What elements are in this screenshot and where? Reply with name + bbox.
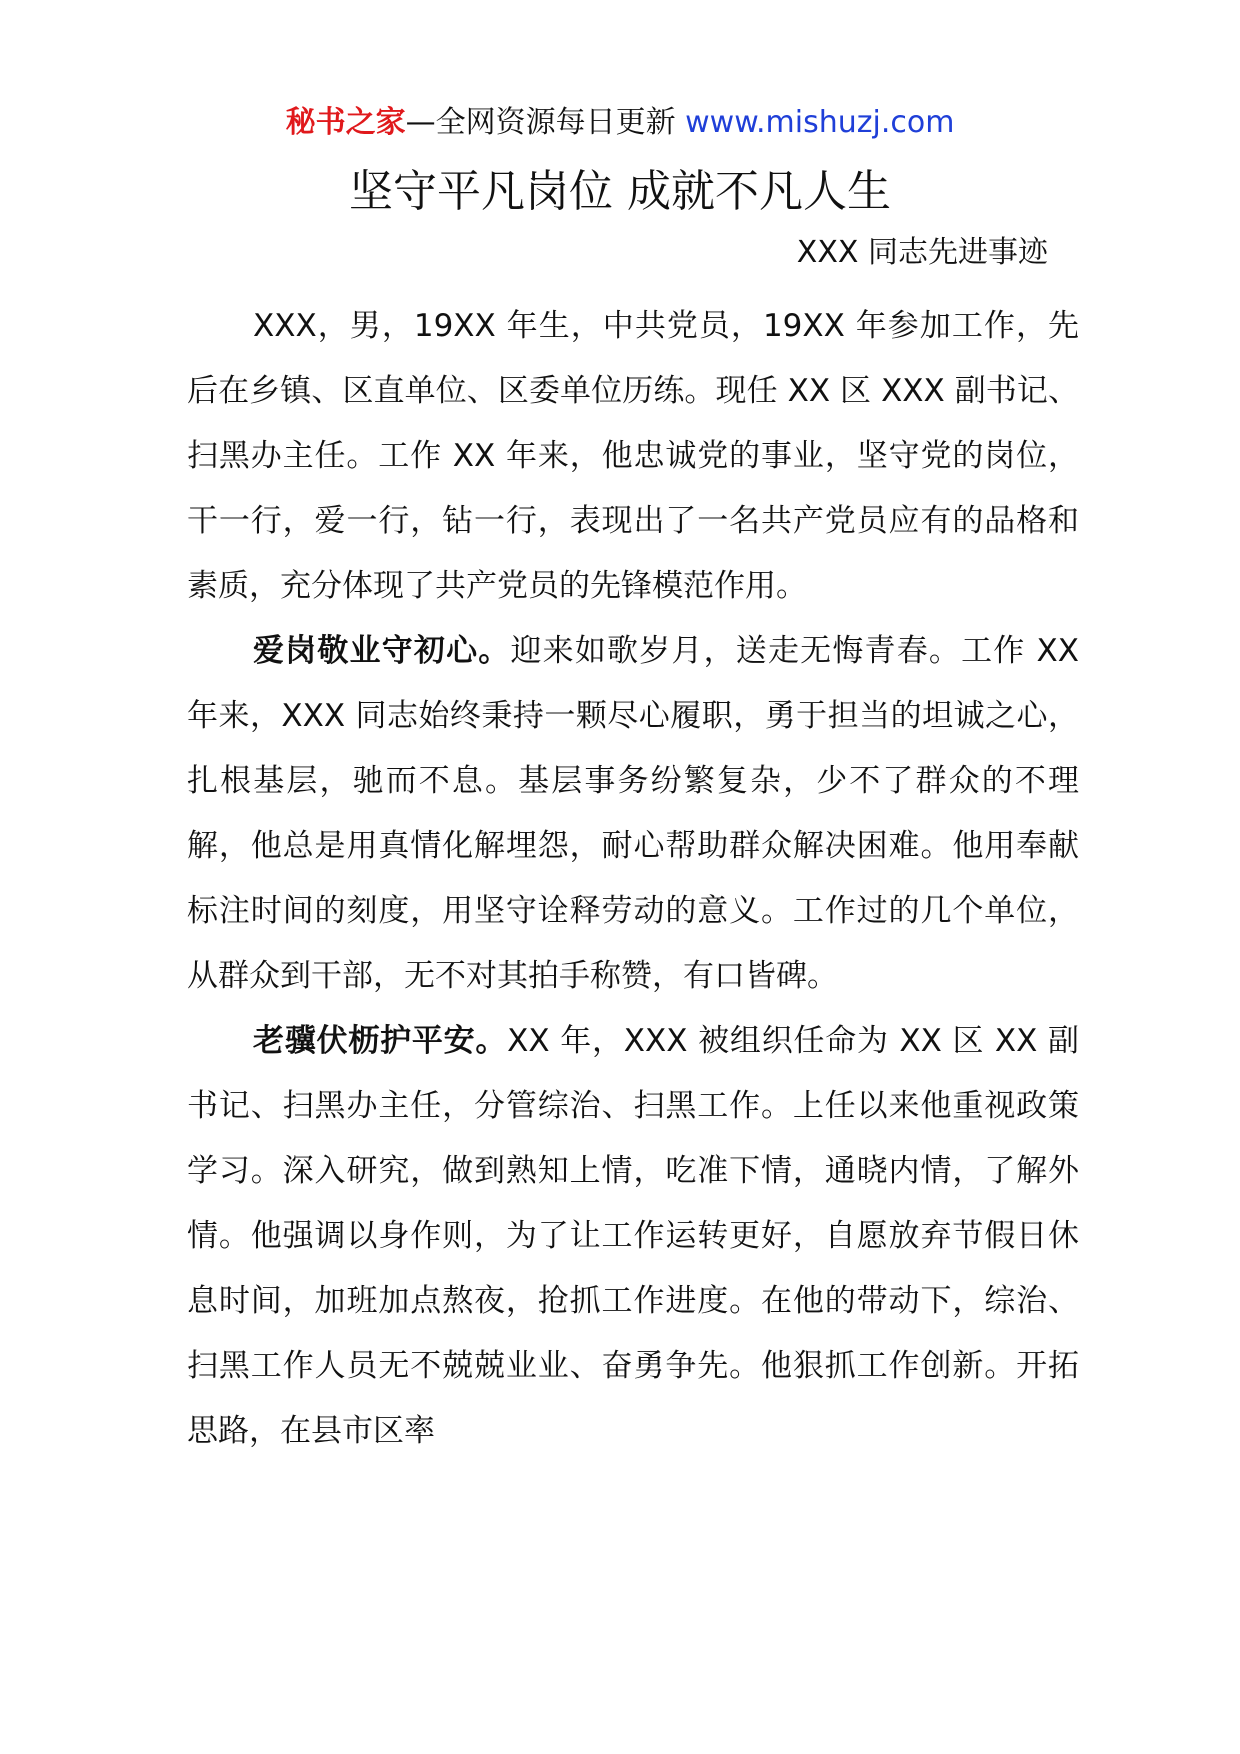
paragraph-heading: 老骥伏枥护平安。 <box>253 1023 508 1059</box>
paragraph-text: XX 年，XXX 被组织任命为 XX 区 XX 副书记、扫黑办主任，分管综治、扫黑工作。上任以来他重视政策学习。深入研究，做到熟知上情，吃准下情，通晓内情，了解外情。他强调以身作则，为了让工作运转更好，自愿放弃节假日休息时间，加班加点熬夜，抢抓工作进度。在他的带动下，综治、扫黑工作人员无不兢兢业业、奋勇争先。他狠抓工作创新。开拓思路，在县市区率 <box>187 1023 1079 1449</box>
paragraph-intro <box>187 294 1079 619</box>
brand-name: 秘书之家 <box>285 105 406 140</box>
document-subtitle: XXX 同志先进事迹 <box>796 235 1048 270</box>
site-url-link[interactable]: www.mishuzj.com <box>685 105 955 140</box>
paragraph-dedication <box>187 619 1079 1009</box>
document-title: 坚守平凡岗位 成就不凡人生 <box>349 166 891 217</box>
paragraph-text: 迎来如歌岁月，送走无悔青春。工作 XX 年来，XXX 同志始终秉持一颗尽心履职，勇于担当的坦诚之心，扎根基层，驰而不息。基层事务纷繁复杂，少不了群众的不理解，他总是用真情化解埋怨，耐心帮助群众解决困难。他用奉献标注时间的刻度，用坚守诠释劳动的意义。工作过的几个单位，从群众到干部，无不对其拍手称赞，有口皆碑。 <box>187 633 1080 994</box>
paragraph-heading: 爱岗敬业守初心。 <box>253 633 511 669</box>
site-banner <box>0 100 1240 146</box>
paragraph-text: XXX，男，19XX 年生，中共党员，19XX 年参加工作，先后在乡镇、区直单位、区委单位历练。现任 XX 区 XXX 副书记、扫黑办主任。工作 XX 年来，他忠诚党的事业，坚守党的岗位，干一行，爱一行，钻一行，表现出了一名共产党员应有的品格和素质，充分体现了共产党员的先锋模范作用。 <box>187 308 1079 604</box>
brand-tagline: —全网资源每日更新 <box>405 105 676 140</box>
paragraph-safety <box>187 1009 1079 1464</box>
document-body <box>187 294 1079 1464</box>
